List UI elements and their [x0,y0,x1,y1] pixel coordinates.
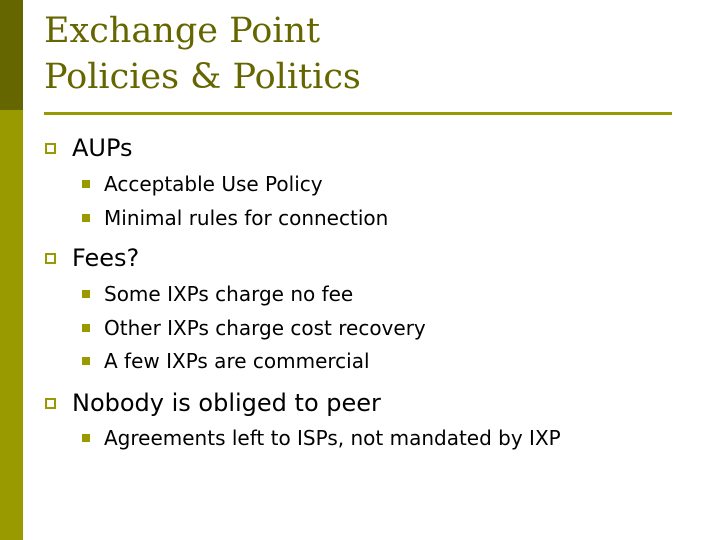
filled-square-bullet-icon [82,357,90,365]
sub-bullet-acceptable-use-policy: Acceptable Use Policy [104,172,323,196]
sub-bullet-no-fee: Some IXPs charge no fee [104,282,354,306]
filled-square-bullet-icon [82,434,90,442]
filled-square-bullet-icon [82,324,90,332]
title-underline [44,112,672,115]
slide-title-line-2: Policies & Politics [44,57,361,97]
sub-bullet-commercial: A few IXPs are commercial [104,349,370,373]
sub-bullet-agreements: Agreements left to ISPs, not mandated by IXP [104,426,561,450]
slide-title-line-1: Exchange Point [44,11,321,51]
filled-square-bullet-icon [82,214,90,222]
left-accent-bar-top [0,0,23,110]
bullet-nobody-obliged: Nobody is obliged to peer [72,389,381,417]
hollow-square-bullet-icon [45,253,56,264]
hollow-square-bullet-icon [45,398,56,409]
slide-title [44,8,361,100]
bullet-fees: Fees? [72,244,140,272]
filled-square-bullet-icon [82,290,90,298]
bullet-aups: AUPs [72,134,133,162]
sub-bullet-minimal-rules: Minimal rules for connection [104,206,389,230]
filled-square-bullet-icon [82,180,90,188]
sub-bullet-cost-recovery: Other IXPs charge cost recovery [104,316,426,340]
hollow-square-bullet-icon [45,143,56,154]
